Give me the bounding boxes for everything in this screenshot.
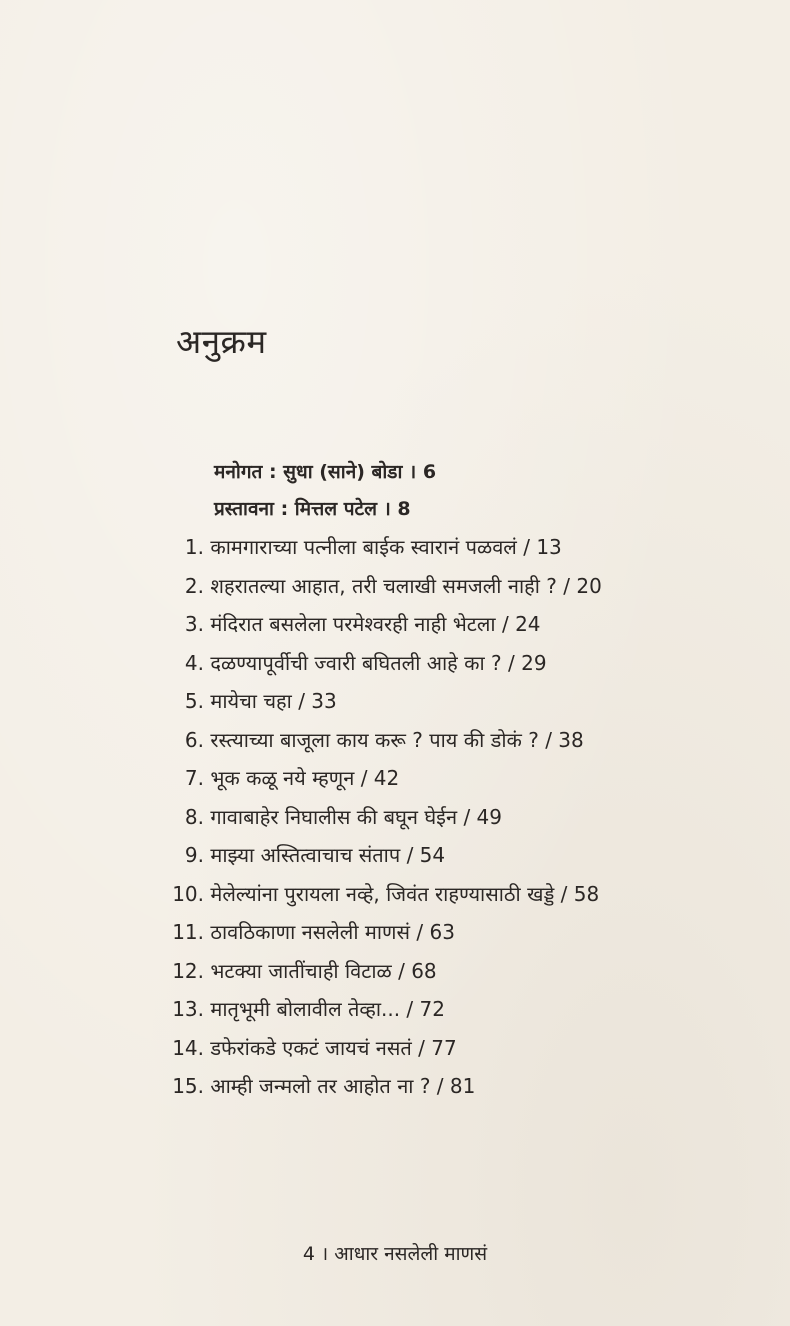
entry-title: मातृभूमी बोलावील तेव्हा... [210, 997, 401, 1021]
entry-number: 2. [184, 573, 204, 598]
entry-number: 7. [184, 766, 204, 790]
entry-page: 54 [419, 843, 446, 867]
entry-title: दळण्यापूर्वीची ज्वारी बघितली आहे का ? [210, 650, 502, 675]
entry-page: 29 [521, 650, 547, 675]
page-footer [0, 1240, 790, 1266]
entry-number: 14. [172, 1035, 204, 1060]
entry-title: रस्त्याच्या बाजूला काय करू ? पाय की डोकं ? [210, 727, 539, 752]
entry-number: 15. [172, 1074, 204, 1098]
entry-page: 77 [431, 1035, 457, 1060]
entry-title: मायेचा चहा [210, 689, 292, 713]
toc-entry: 15. आम्ही जन्मलो तर आहोत ना ? / 81 [170, 1067, 602, 1106]
entry-page: 33 [311, 689, 337, 713]
entry-page: 72 [419, 997, 445, 1021]
toc-entry: 8. गावाबाहेर निघालीस की बघून घेईन / 49 [170, 798, 602, 837]
entry-title: मेलेल्यांना पुरायला नव्हे, जिवंत राहण्यासाठी खड्डे [210, 881, 555, 906]
toc-entry: 3. मंदिरात बसलेला परमेश्वरही नाही भेटला / 24 [170, 605, 602, 644]
entry-number: 11. [172, 920, 204, 944]
entry-number: 12. [172, 958, 204, 983]
entry-page: 13 [536, 535, 562, 559]
toc-entry: 12. भटक्या जातींचाही विटाळ / 68 [170, 952, 602, 991]
entry-page: 24 [515, 612, 541, 636]
toc-entry: 2. शहरातल्या आहात, तरी चलाखी समजली नाही ? / 20 [170, 567, 602, 606]
entry-title: कामगाराच्या पत्नीला बाईक स्वारानं पळवलं [210, 535, 517, 559]
entry-number: 5. [184, 689, 204, 713]
toc-entry: 14. डफेरांकडे एकटं जायचं नसतं / 77 [170, 1029, 602, 1068]
entry-number: 1. [184, 535, 204, 559]
entry-number: 6. [184, 727, 204, 752]
entry-title: आम्ही जन्मलो तर आहोत ना ? [210, 1074, 431, 1098]
entry-title: माझ्या अस्तित्वाचाच संताप [210, 843, 401, 867]
entry-page: 58 [573, 881, 600, 906]
entry-page: 68 [411, 958, 437, 983]
footer-page-number: 4 [302, 1243, 315, 1265]
entry-number: 4. [184, 650, 204, 675]
toc-entry: 9. माझ्या अस्तित्वाचाच संताप / 54 [170, 836, 602, 875]
entry-title: गावाबाहेर निघालीस की बघून घेईन [210, 804, 458, 829]
toc-entry: 5. मायेचा चहा / 33 [170, 682, 602, 721]
entry-title: डफेरांकडे एकटं जायचं नसतं [210, 1035, 412, 1060]
footer-separator: । [321, 1243, 329, 1265]
entry-page: 42 [373, 766, 400, 790]
entry-page: 81 [449, 1074, 476, 1098]
entry-title: शहरातल्या आहात, तरी चलाखी समजली नाही ? [210, 573, 557, 598]
prelim-entry-preface: मनोगत : सुधा (साने) बोडा । 6 [214, 461, 437, 483]
entry-number: 3. [184, 612, 204, 636]
entry-title: भटक्या जातींचाही विटाळ [210, 958, 392, 983]
toc-entry: 11. ठावठिकाणा नसलेली माणसं / 63 [170, 913, 602, 952]
entry-page: 20 [576, 573, 602, 598]
toc-entry: 1. कामगाराच्या पत्नीला बाईक स्वारानं पळवलं / 13 [170, 528, 602, 567]
entry-page: 63 [429, 920, 455, 944]
page-heading: अनुक्रम [176, 322, 267, 361]
entry-number: 10. [172, 881, 204, 906]
entry-title: भूक कळू नये म्हणून [210, 766, 355, 790]
entry-number: 9. [184, 843, 204, 867]
toc-entry: 4. दळण्यापूर्वीची ज्वारी बघितली आहे का ? / 29 [170, 644, 602, 683]
entry-title: ठावठिकाणा नसलेली माणसं [210, 920, 411, 944]
toc-entry: 13. मातृभूमी बोलावील तेव्हा... / 72 [170, 990, 602, 1029]
entry-page: 49 [476, 804, 502, 829]
toc-entry: 6. रस्त्याच्या बाजूला काय करू ? पाय की डोकं ? / 38 [170, 721, 602, 760]
footer-book-title: आधार नसलेली माणसं [334, 1243, 488, 1265]
entry-number: 13. [172, 997, 204, 1021]
entry-page: 38 [558, 727, 584, 752]
prelim-entry-introduction: प्रस्तावना : मित्तल पटेल । 8 [214, 498, 411, 520]
entry-number: 8. [184, 804, 204, 829]
toc-entry: 7. भूक कळू नये म्हणून / 42 [170, 759, 602, 798]
toc-entry: 10. मेलेल्यांना पुरायला नव्हे, जिवंत राहण्यासाठी खड्डे / 58 [170, 875, 602, 914]
entry-title: मंदिरात बसलेला परमेश्वरही नाही भेटला [210, 612, 496, 636]
preliminary-entries [214, 454, 436, 528]
table-of-contents [170, 528, 602, 1106]
